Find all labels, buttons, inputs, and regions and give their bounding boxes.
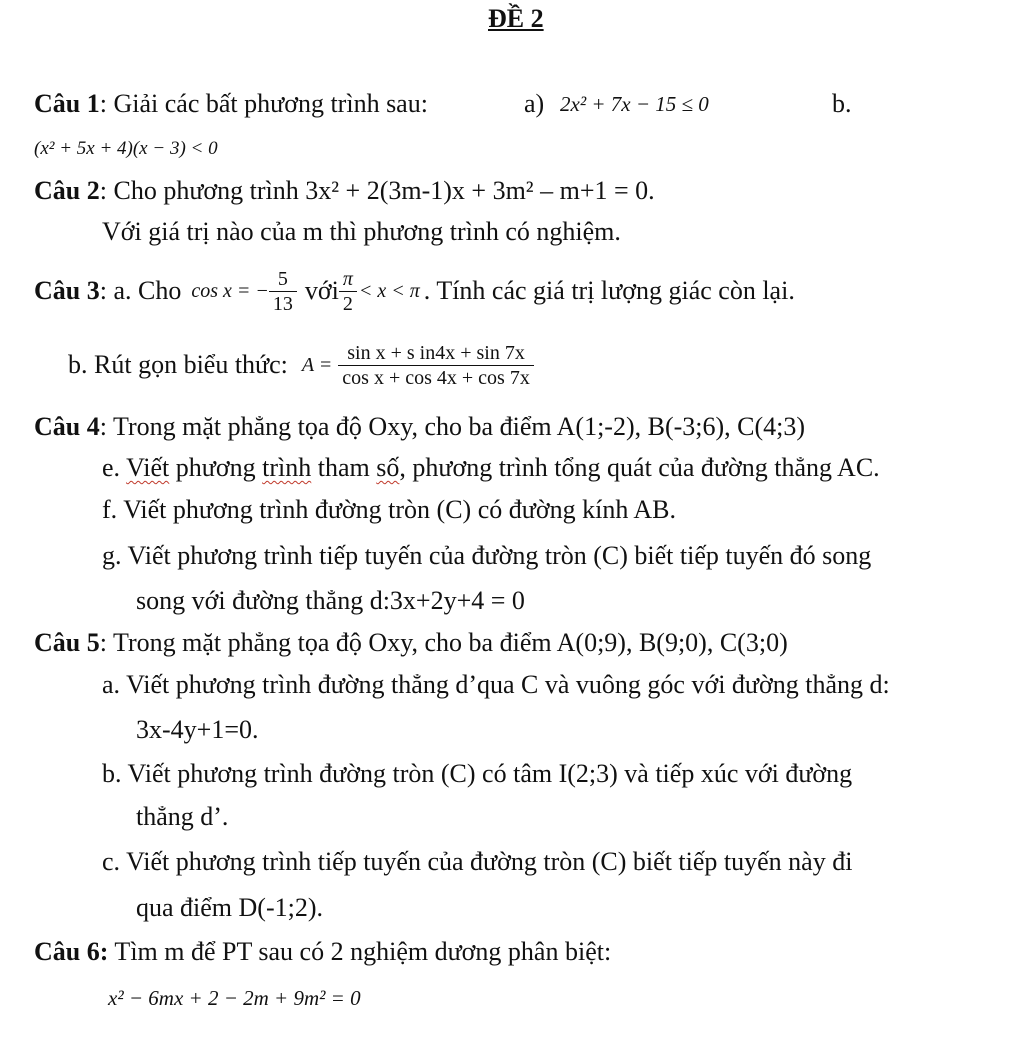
question-5b-line2: thẳng d’. — [136, 802, 229, 831]
question-3a-cos: cos x = − — [191, 280, 269, 302]
question-1a-expr: 2x² + 7x − 15 ≤ 0 — [560, 92, 709, 116]
question-4 — [34, 411, 805, 443]
question-1-label: Câu 1 — [34, 89, 100, 118]
question-3a-range: < x < π — [358, 280, 420, 302]
question-2-label: Câu 2 — [34, 176, 100, 205]
question-3b — [68, 330, 534, 400]
question-6-expr: x² − 6mx + 2 − 2m + 9m² = 0 — [108, 986, 361, 1010]
page-title: ĐỀ 2 — [488, 4, 544, 33]
question-3a-with: với — [304, 276, 339, 305]
question-1 — [34, 88, 428, 120]
question-2-text: : Cho phương trình 3x² + 2(3m-1)x + 3m² – m+1 = 0. — [99, 176, 655, 205]
question-1-text: : Giải các bất phương trình sau: — [99, 89, 428, 118]
question-2-line2: Với giá trị nào của m thì phương trình có nghiệm. — [102, 217, 621, 246]
question-6 — [34, 936, 611, 968]
question-5-text: : Trong mặt phẳng tọa độ Oxy, cho ba điểm A(0;9), B(9;0), C(3;0) — [99, 628, 788, 657]
question-4e: e. Viết phương trình tham số, phương trình tổng quát của đường thẳng AC. — [102, 453, 880, 482]
question-5 — [34, 627, 788, 659]
question-3b-fraction: $\frac{\text{sin x + s in4x + sin 7x}}{\text{cos x + cos 4x + cos 7x}}$ — [338, 341, 534, 390]
question-3a — [34, 256, 795, 326]
question-3a-fraction-1: $\frac{5}{13}$ — [269, 267, 297, 316]
question-1b-label: b. — [832, 89, 852, 118]
question-6-text: Tìm m để PT sau có 2 nghiệm dương phân biệt: — [108, 937, 612, 966]
question-4g-line1: g. Viết phương trình tiếp tuyến của đường tròn (C) biết tiếp tuyến đó song — [102, 541, 872, 570]
question-3b-A: A = — [301, 354, 333, 376]
question-3a-fraction-2: $\frac{\pi}{2}$ — [339, 267, 357, 316]
question-5-label: Câu 5 — [34, 628, 100, 657]
question-6-label: Câu 6: — [34, 937, 109, 966]
question-4f: f. Viết phương trình đường tròn (C) có đường kính AB. — [102, 495, 677, 524]
question-5a-line2: 3x-4y+1=0. — [136, 715, 259, 744]
question-4-label: Câu 4 — [34, 412, 100, 441]
question-3-label: Câu 3 — [34, 276, 100, 305]
question-4-text: : Trong mặt phẳng tọa độ Oxy, cho ba điểm A(1;-2), B(-3;6), C(4;3) — [99, 412, 806, 441]
question-1a-label: a) — [524, 89, 545, 118]
question-4g-line2: song với đường thẳng d:3x+2y+4 = 0 — [136, 586, 525, 615]
question-5a-line1: a. Viết phương trình đường thẳng d’qua C và vuông góc với đường thẳng d: — [102, 670, 890, 699]
question-2 — [34, 175, 655, 207]
question-3a-suffix: . Tính các giá trị lượng giác còn lại. — [423, 276, 795, 305]
question-3a-prefix: : a. Cho — [99, 276, 182, 305]
question-1b-expr: (x² + 5x + 4)(x − 3) < 0 — [34, 138, 218, 159]
question-5b-line1: b. Viết phương trình đường tròn (C) có tâm I(2;3) và tiếp xúc với đường — [102, 759, 853, 788]
question-5c-line2: qua điểm D(-1;2). — [136, 893, 324, 922]
question-3b-prefix: b. Rút gọn biểu thức: — [68, 350, 288, 379]
question-5c-line1: c. Viết phương trình tiếp tuyến của đường tròn (C) biết tiếp tuyến này đi — [102, 847, 853, 876]
